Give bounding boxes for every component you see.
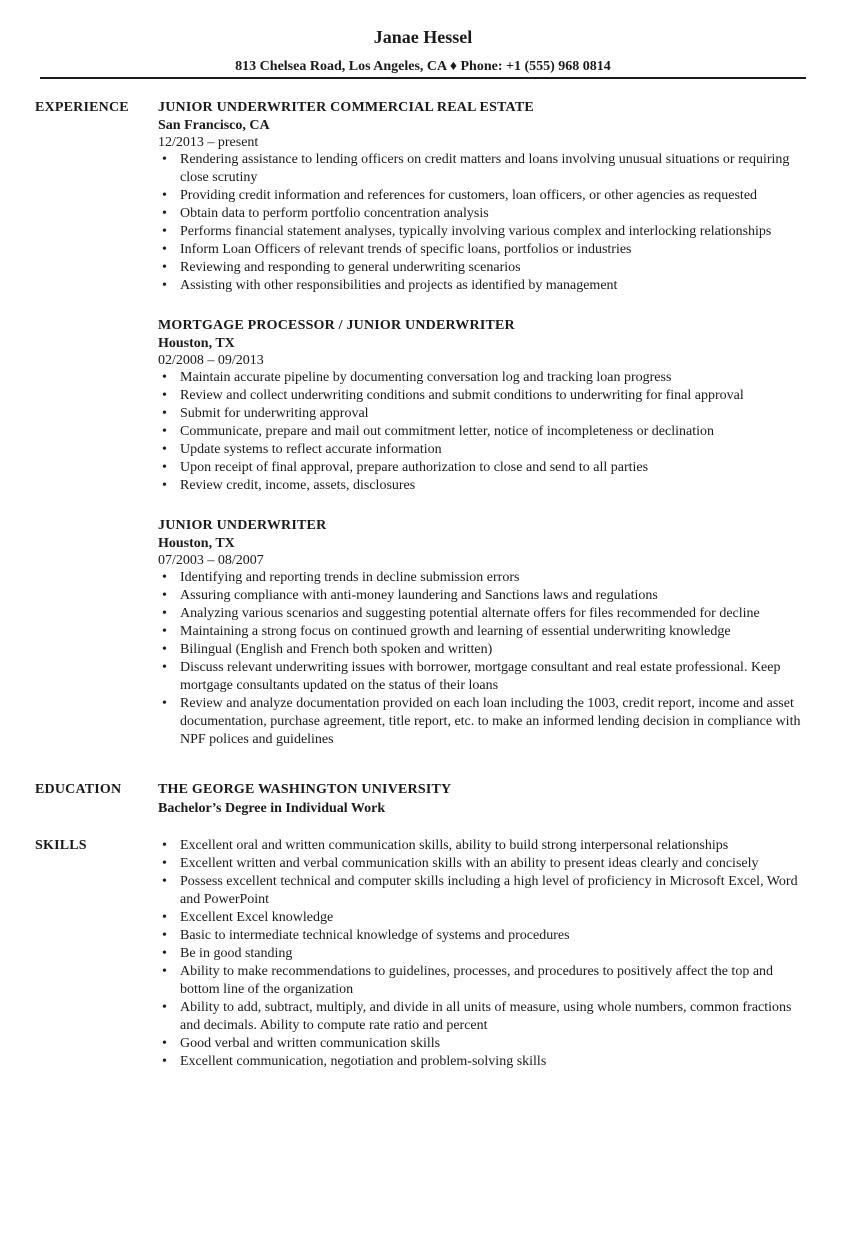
job-title: JUNIOR UNDERWRITER COMMERCIAL REAL ESTATE <box>158 100 534 115</box>
skills-body <box>158 837 810 1071</box>
bullet-item <box>158 963 810 999</box>
bullet-item <box>158 241 810 259</box>
job-title: MORTGAGE PROCESSOR / JUNIOR UNDERWRITER <box>158 318 515 333</box>
bullet-icon: • <box>162 910 167 925</box>
bullet-icon: • <box>162 874 167 889</box>
bullet-icon: • <box>162 188 167 203</box>
school-name: THE GEORGE WASHINGTON UNIVERSITY <box>158 782 452 797</box>
bullet-text: Rendering assistance to lending officers on credit matters and loans involving unusual situations or requiring close scrutiny <box>180 152 790 185</box>
contact-line: 813 Chelsea Road, Los Angeles, CA ♦ Phone: +1 (555) 968 0814 <box>235 59 611 74</box>
bullet-item <box>158 659 810 695</box>
bullet-icon: • <box>162 206 167 221</box>
bullet-icon: • <box>162 260 167 275</box>
bullet-icon: • <box>162 660 167 675</box>
bullet-text: Obtain data to perform portfolio concentration analysis <box>180 206 489 221</box>
bullet-item <box>158 623 810 641</box>
job-dates: 02/2008 – 09/2013 <box>158 353 264 368</box>
bullet-item <box>158 641 810 659</box>
bullet-item <box>158 187 810 205</box>
bullet-icon: • <box>162 946 167 961</box>
bullet-item <box>158 205 810 223</box>
bullet-item <box>158 587 810 605</box>
bullet-icon: • <box>162 388 167 403</box>
experience-list <box>158 99 810 771</box>
bullet-icon: • <box>162 1054 167 1069</box>
job-bullets <box>158 569 810 749</box>
bullet-item <box>158 441 810 459</box>
bullet-item <box>158 909 810 927</box>
candidate-name: Janae Hessel <box>373 27 473 47</box>
bullet-item <box>158 223 810 241</box>
bullet-text: Assuring compliance with anti-money laundering and Sanctions laws and regulations <box>180 588 658 603</box>
section-label-experience: EXPERIENCE <box>35 100 129 115</box>
bullet-text: Communicate, prepare and mail out commitment letter, notice of incompleteness or declination <box>180 424 714 439</box>
bullet-icon: • <box>162 406 167 421</box>
bullet-text: Assisting with other responsibilities and projects as identified by management <box>180 278 618 293</box>
bullet-item <box>158 855 810 873</box>
bullet-icon: • <box>162 424 167 439</box>
bullet-text: Excellent oral and written communication skills, ability to build strong interpersonal relationships <box>180 838 729 853</box>
bullet-text: Good verbal and written communication skills <box>180 1036 441 1051</box>
bullet-item <box>158 873 810 909</box>
bullet-text: Update systems to reflect accurate information <box>180 442 442 457</box>
skills-bullets <box>158 837 810 1071</box>
bullet-text: Excellent communication, negotiation and problem-solving skills <box>180 1054 547 1069</box>
bullet-icon: • <box>162 624 167 639</box>
bullet-icon: • <box>162 928 167 943</box>
bullet-text: Basic to intermediate technical knowledge of systems and procedures <box>180 928 570 943</box>
job-entry <box>158 99 810 295</box>
bullet-icon: • <box>162 278 167 293</box>
job-entry <box>158 517 810 749</box>
header-divider <box>40 77 806 79</box>
bullet-text: Excellent Excel knowledge <box>180 910 334 925</box>
job-entry <box>158 317 810 495</box>
bullet-text: Analyzing various scenarios and suggesting potential alternate offers for files recommended for decline <box>180 606 760 621</box>
bullet-text: Ability to add, subtract, multiply, and divide in all units of measure, using whole numbers, common fractions and decimals. Ability to compute rate ratio and percent <box>180 1000 792 1033</box>
job-title: JUNIOR UNDERWRITER <box>158 518 327 533</box>
section-label-skills: SKILLS <box>35 838 87 853</box>
bullet-icon: • <box>162 370 167 385</box>
job-bullets <box>158 151 810 295</box>
bullet-icon: • <box>162 642 167 657</box>
bullet-item <box>158 151 810 187</box>
bullet-item <box>158 927 810 945</box>
bullet-text: Providing credit information and references for customers, loan officers, or other agencies as requested <box>180 188 758 203</box>
bullet-text: Maintaining a strong focus on continued growth and learning of essential underwriting knowledge <box>180 624 731 639</box>
bullet-icon: • <box>162 1000 167 1015</box>
bullet-item <box>158 945 810 963</box>
bullet-icon: • <box>162 242 167 257</box>
bullet-item <box>158 423 810 441</box>
bullet-icon: • <box>162 442 167 457</box>
bullet-item <box>158 277 810 295</box>
bullet-item <box>158 569 810 587</box>
bullet-item <box>158 477 810 495</box>
bullet-item <box>158 459 810 477</box>
education-body <box>158 781 810 819</box>
job-location: Houston, TX <box>158 336 235 351</box>
bullet-text: Maintain accurate pipeline by documenting conversation log and tracking loan progress <box>180 370 672 385</box>
bullet-icon: • <box>162 224 167 239</box>
bullet-item <box>158 837 810 855</box>
bullet-icon: • <box>162 696 167 711</box>
bullet-text: Discuss relevant underwriting issues with borrower, mortgage consultant and real estate professional. Keep mortgage consultants updated on the status of their loans <box>180 660 781 693</box>
bullet-item <box>158 405 810 423</box>
bullet-icon: • <box>162 152 167 167</box>
job-location: San Francisco, CA <box>158 118 270 133</box>
bullet-text: Review and collect underwriting conditions and submit conditions to underwriting for final approval <box>180 388 744 403</box>
bullet-text: Be in good standing <box>180 946 293 961</box>
bullet-icon: • <box>162 1036 167 1051</box>
bullet-icon: • <box>162 570 167 585</box>
job-bullets <box>158 369 810 495</box>
bullet-text: Possess excellent technical and computer skills including a high level of proficiency in Microsoft Excel, Word and PowerPoint <box>180 874 798 907</box>
bullet-text: Review and analyze documentation provided on each loan including the 1003, credit report, income and asset documentation, purchase agreement, title report, etc. to make an informed lending decision in compliance with NPF polices and guidelines <box>180 696 801 747</box>
bullet-text: Bilingual (English and French both spoken and written) <box>180 642 493 657</box>
bullet-item <box>158 387 810 405</box>
bullet-icon: • <box>162 838 167 853</box>
bullet-text: Submit for underwriting approval <box>180 406 369 421</box>
bullet-text: Reviewing and responding to general underwriting scenarios <box>180 260 521 275</box>
job-location: Houston, TX <box>158 536 235 551</box>
bullet-text: Inform Loan Officers of relevant trends of specific loans, portfolios or industries <box>180 242 632 257</box>
bullet-item <box>158 999 810 1035</box>
bullet-text: Review credit, income, assets, disclosures <box>180 478 416 493</box>
bullet-item <box>158 259 810 277</box>
bullet-item <box>158 1035 810 1053</box>
bullet-icon: • <box>162 606 167 621</box>
bullet-item <box>158 605 810 623</box>
bullet-item <box>158 695 810 749</box>
bullet-text: Excellent written and verbal communication skills with an ability to present ideas clearly and concisely <box>180 856 759 871</box>
bullet-item <box>158 1053 810 1071</box>
bullet-icon: • <box>162 588 167 603</box>
bullet-text: Identifying and reporting trends in decline submission errors <box>180 570 520 585</box>
bullet-icon: • <box>162 478 167 493</box>
bullet-icon: • <box>162 964 167 979</box>
degree: Bachelor’s Degree in Individual Work <box>158 801 386 816</box>
job-dates: 07/2003 – 08/2007 <box>158 553 264 568</box>
bullet-text: Upon receipt of final approval, prepare authorization to close and send to all parties <box>180 460 649 475</box>
job-dates: 12/2013 – present <box>158 135 259 150</box>
bullet-icon: • <box>162 460 167 475</box>
section-label-education: EDUCATION <box>35 782 122 797</box>
bullet-icon: • <box>162 856 167 871</box>
bullet-item <box>158 369 810 387</box>
bullet-text: Ability to make recommendations to guidelines, processes, and procedures to positively affect the top and bottom line of the organization <box>180 964 774 997</box>
bullet-text: Performs financial statement analyses, typically involving various complex and interlocking relationships <box>180 224 772 239</box>
